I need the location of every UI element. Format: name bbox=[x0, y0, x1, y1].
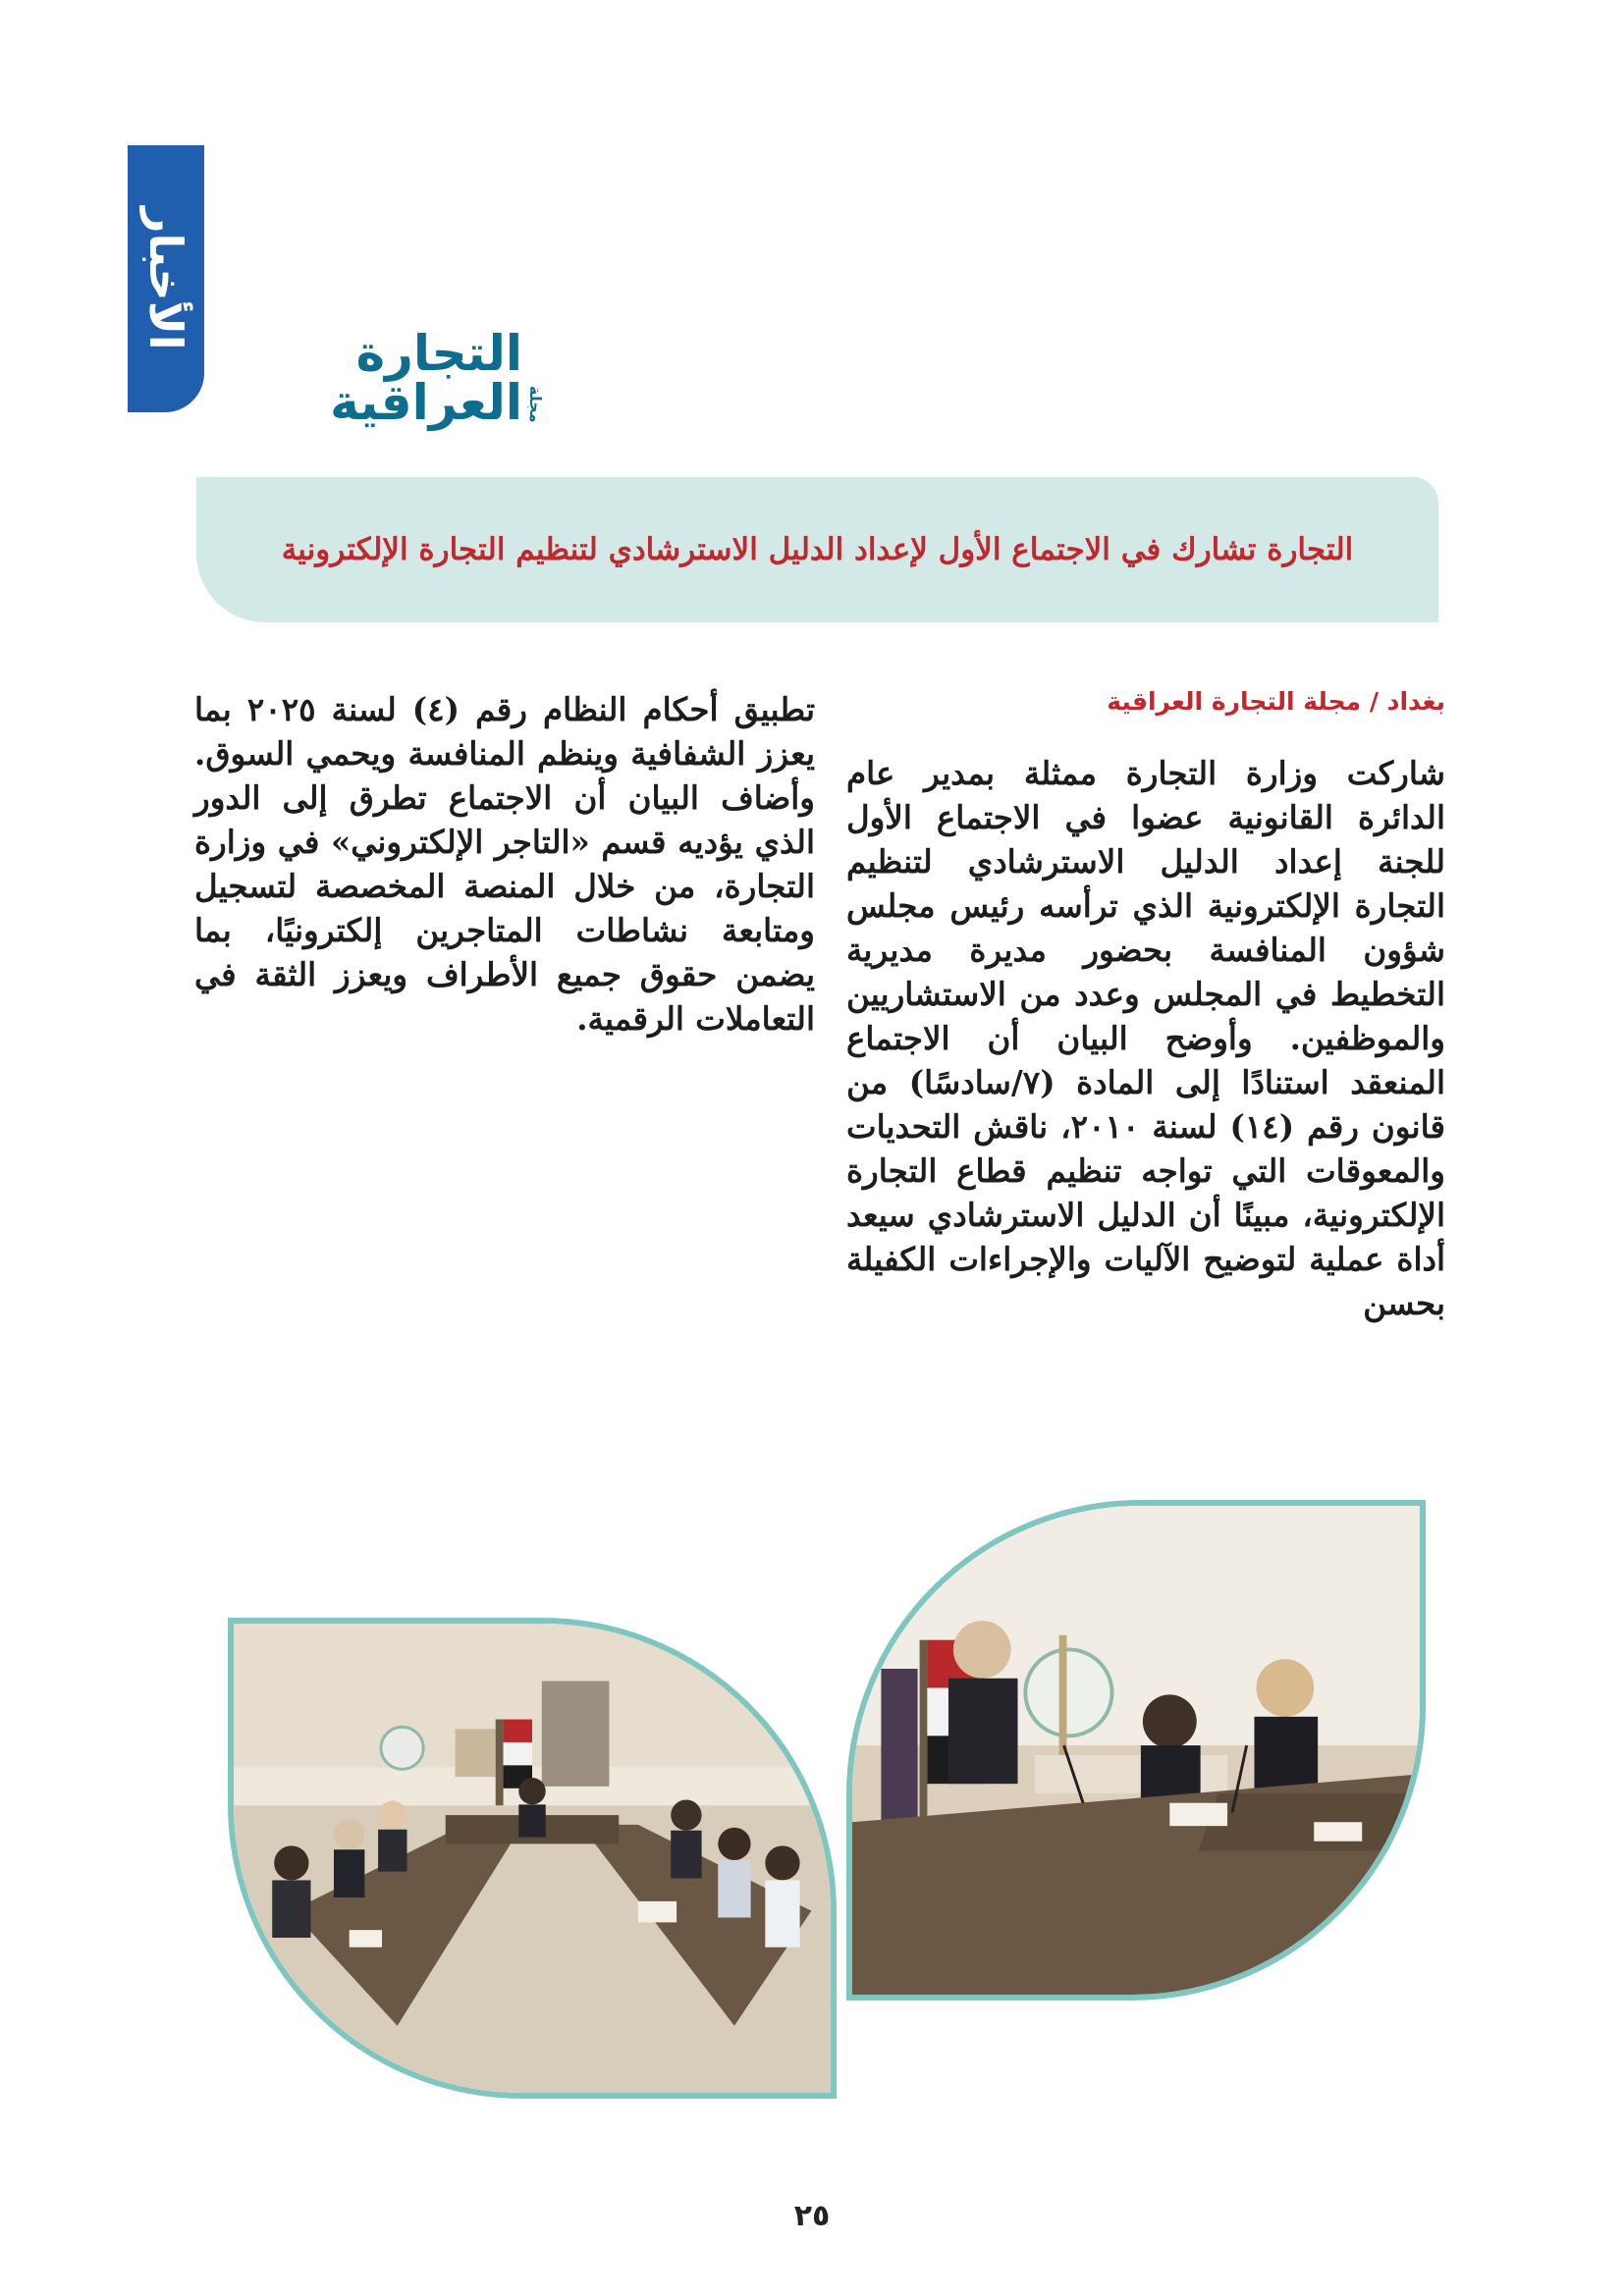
article-column-right: شاركت وزارة التجارة ممثلة بمدير عام الدائرة القانونية عضوا في الاجتماع الأول للجنة إعداد الدليل الاسترشادي لتنظيم التجارة الإلكترونية الذي ترأسه رئيس مجلس شؤون المنافسة بحضور مديرة مديرية التخطيط في المجلس وعدد من الاستشاريين والموظفين. وأوضح البيان أن الاجتماع المنعقد استنادًا إلى المادة (٧/سادسًا) من قانون رقم (١٤) لسنة ٢٠١٠، ناقش التحديات والمعوقات التي تواجه تنظيم قطاع التجارة الإلكترونية، مبينًا أن الدليل الاسترشادي سيعد أداة عملية لتوضيح الآليات والإجراءات الكفيلة بحسن bbox=[846, 754, 1446, 1322]
meeting-photo-closeup bbox=[846, 1500, 1426, 2001]
section-label: الأخبار bbox=[139, 207, 192, 350]
article-column-left: تطبيق أحكام النظام رقم (٤) لسنة ٢٠٢٥ بما يعزز الشفافية وينظم المنافسة ويحمي السوق. وأضاف البيان أن الاجتماع تطرق إلى الدور الذي يؤديه قسم «التاجر الإلكتروني» في وزارة التجارة، من خلال المنصة المخصصة لتسجيل ومتابعة نشاطات المتاجرين إلكترونيًا، بما يضمن حقوق جميع الأطراف ويعزز الثقة في التعاملات الرقمية. bbox=[194, 690, 816, 1038]
meeting-photo-wide bbox=[228, 1618, 837, 2099]
meeting-photo-closeup-image bbox=[852, 1506, 1420, 1995]
article-byline: بغداد / مجلة التجارة العراقية bbox=[1107, 687, 1445, 716]
magazine-logo bbox=[211, 325, 545, 431]
page-number: ٢٥ bbox=[793, 2199, 831, 2233]
magazine-name: التجارة العراقية bbox=[330, 325, 522, 431]
section-tab bbox=[128, 145, 204, 412]
headline-banner bbox=[196, 477, 1438, 622]
article-headline: التجارة تشارك في الاجتماع الأول لإعداد الدليل الاسترشادي لتنظيم التجارة الإلكترونية bbox=[281, 532, 1354, 567]
magazine-prefix: مجلة bbox=[526, 386, 545, 423]
meeting-photo-wide-image bbox=[234, 1624, 831, 2093]
